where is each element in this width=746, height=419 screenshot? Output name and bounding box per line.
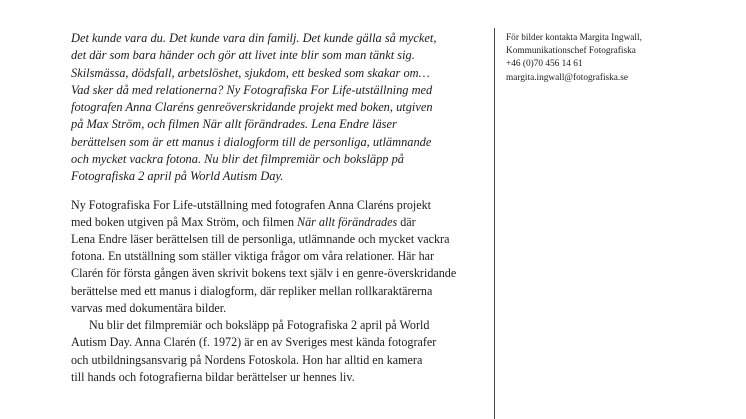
body-text: där (397, 214, 416, 229)
body-line: Autism Day. Anna Clarén (f. 1972) är en av Sveriges mest kända fotografer (71, 335, 437, 350)
body-line: till hands och fotografierna bildar berättelser ur hennes liv. (71, 369, 355, 384)
intro-line: Fotografiska 2 april på World Autism Day. (71, 169, 284, 184)
intro-line: det där som bara händer och gör att livet inte blir som man tänkt sig. (71, 48, 415, 63)
main-column (71, 30, 487, 386)
body-line: Lena Endre läser berättelsen till de personliga, utlämnande och mycket vackra (71, 232, 450, 247)
intro-line: berättelsen som är ett manus i dialogform till de personliga, utlämnande (71, 134, 432, 149)
intro-line: Vad sker då med relationerna? Ny Fotografiska For Life-utställning med (71, 82, 433, 97)
body-line: berättelse med ett manus i dialogform, där repliker mellan rollkaraktärerna (71, 283, 433, 298)
intro-line: på Max Ström, och filmen När allt förändrades. Lena Endre läser (71, 117, 397, 132)
body-paragraph-1 (71, 197, 487, 317)
intro-line: Skilsmässa, dödsfall, arbetslöshet, sjukdom, ett besked som skakar om… (71, 65, 430, 80)
contact-intro: För bilder kontakta Margita Ingwall, (506, 33, 642, 43)
body-line (71, 214, 487, 231)
body-text: med boken utgiven på Max Ström, och filmen (71, 214, 298, 229)
body-paragraph-2 (71, 317, 487, 386)
intro-line: Det kunde vara du. Det kunde vara din familj. Det kunde gälla så mycket, (71, 31, 437, 45)
contact-title: Kommunikationschef Fotografiska (506, 46, 636, 57)
body-line: fotona. En utställning som ställer viktiga frågor om våra relationer. Här har (71, 249, 435, 264)
body-line: Clarén för första gången även skrivit bokens text själv i en genre-överskridande (71, 266, 457, 281)
contact-phone: +46 (0)70 456 14 61 (506, 59, 583, 70)
body-line: och utbildningsansvarig på Nordens Fotoskola. Hon har alltid en kamera (71, 352, 423, 367)
intro-line: och mycket vackra fotona. Nu blir det filmpremiär och boksläpp på (71, 152, 404, 167)
intro-paragraph (71, 30, 487, 186)
contact-sidebar (506, 32, 736, 85)
body-line: Nu blir det filmpremiär och boksläpp på Fotografiska 2 april på World (89, 318, 430, 333)
film-title: När allt förändrades (297, 214, 398, 229)
body-line: varvas med dokumentära bilder. (71, 300, 227, 315)
intro-line: fotografen Anna Claréns genreöverskridande projekt med boken, utgiven (71, 100, 433, 115)
column-divider (494, 28, 495, 419)
contact-email[interactable]: margita.ingwall@fotografiska.se (506, 72, 628, 83)
body-line: Ny Fotografiska For Life-utställning med fotografen Anna Claréns projekt (71, 197, 432, 212)
